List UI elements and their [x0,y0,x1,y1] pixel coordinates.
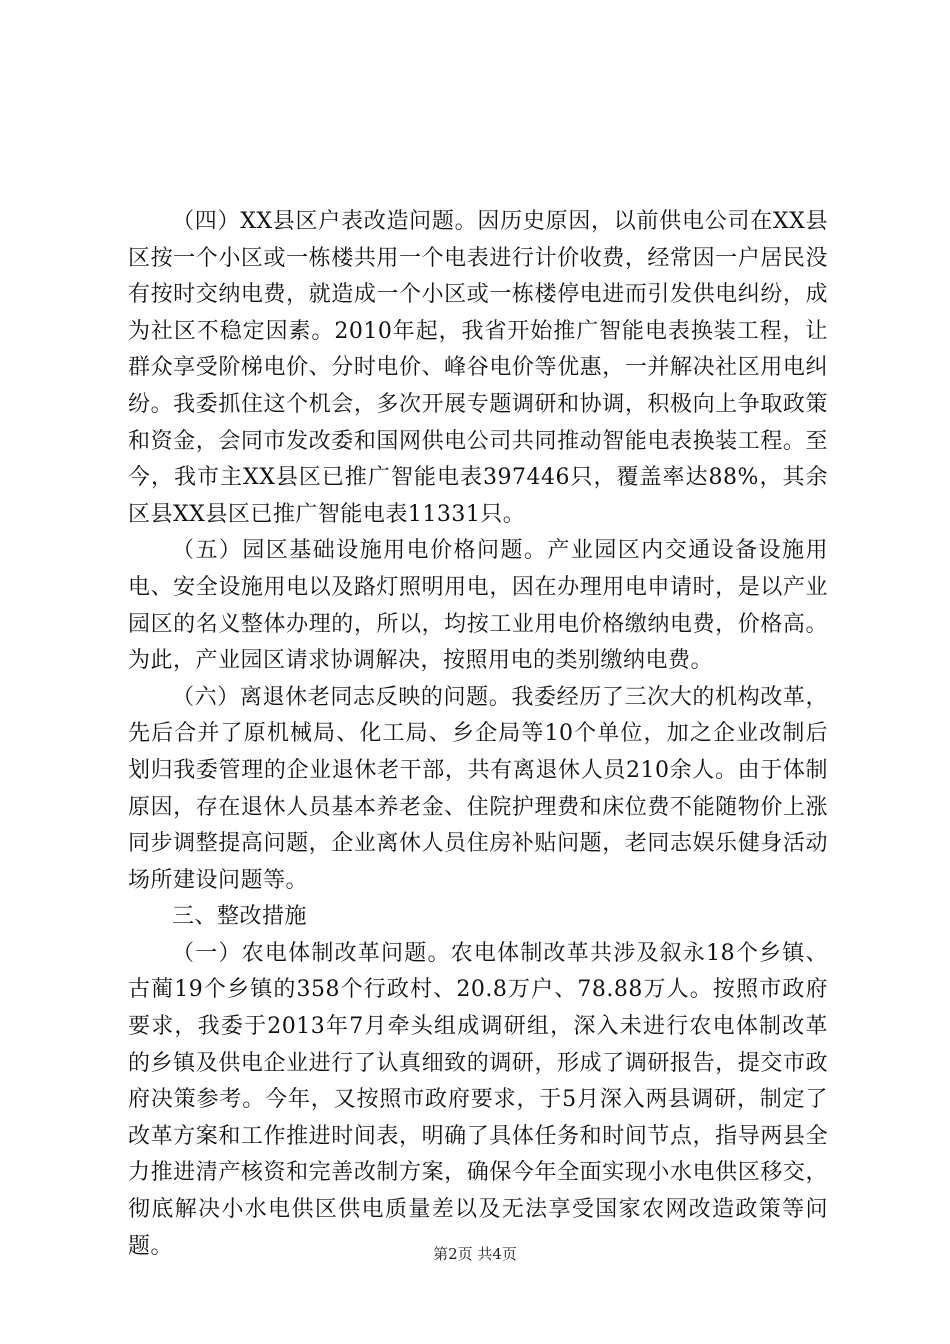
section-heading: 三、整改措施 [172,904,308,930]
paragraph-park-electricity-price: （五）园区基础设施用电价格问题。产业园区内交通设备设施用电、安全设施用电以及路灯照明用电，因在办理用电申请时，是以产业园区的名义整体办理的，所以，均按工业用电价格缴纳电费，价格高。为此，产业园区请求协调解决，按照用电的类别缴纳电费。 [128,538,828,674]
paragraph-retired-staff-issues: （六）离退休老同志反映的问题。我委经历了三次大的机构改革，先后合并了原机械局、化工局、乡企局等10个单位，加之企业改制后划归我委管理的企业退休老干部，共有离退休人员210余人。由于体制原因，存在退休人员基本养老金、住院护理费和床位费不能随物价上涨同步调整提高问题，企业离休人员住房补贴问题，老同志娱乐健身活动场所建设问题等。 [128,684,828,893]
paragraph-rural-power-reform: （一）农电体制改革问题。农电体制改革共涉及叙永18个乡镇、古蔺19个乡镇的358个行政村、20.8万户、78.88万人。按照市政府要求，我委于2013年7月牵头组成调研组，深入未进行农电体制改革的乡镇及供电企业进行了认真细致的调研，形成了调研报告，提交市政府决策参考。今年，又按照市政府要求，于5月深入两县调研，制定了改革方案和工作推进时间表，明确了具体任务和时间节点，指导两县全力推进清产核资和完善改制方案，确保今年全面实现小水电供区移交，彻底解决小水电供区供电质量差以及无法享受国家农网改造政策等问题。 [128,940,828,1259]
paragraph-household-meter-reform: （四）XX县区户表改造问题。因历史原因，以前供电公司在XX县区按一个小区或一栋楼共用一个电表进行计价收费，经常因一户居民没有按时交纳电费，就造成一个小区或一栋楼停电进而引发供电纠纷，成为社区不稳定因素。2010年起，我省开始推广智能电表换装工程，让群众享受阶梯电价、分时电价、峰谷电价等优惠，一并解决社区用电纠纷。我委抓住这个机会，多次开展专题调研和协调，积极向上争取政策和资金，会同市发改委和国网供电公司共同推动智能电表换装工程。至今，我市主XX县区已推广智能电表397446只，覆盖率达88%，其余区县XX县区已推广智能电表11331只。 [128,209,828,527]
document-body [128,204,828,1265]
page-footer: 第2页 共4页 [433,1245,517,1263]
